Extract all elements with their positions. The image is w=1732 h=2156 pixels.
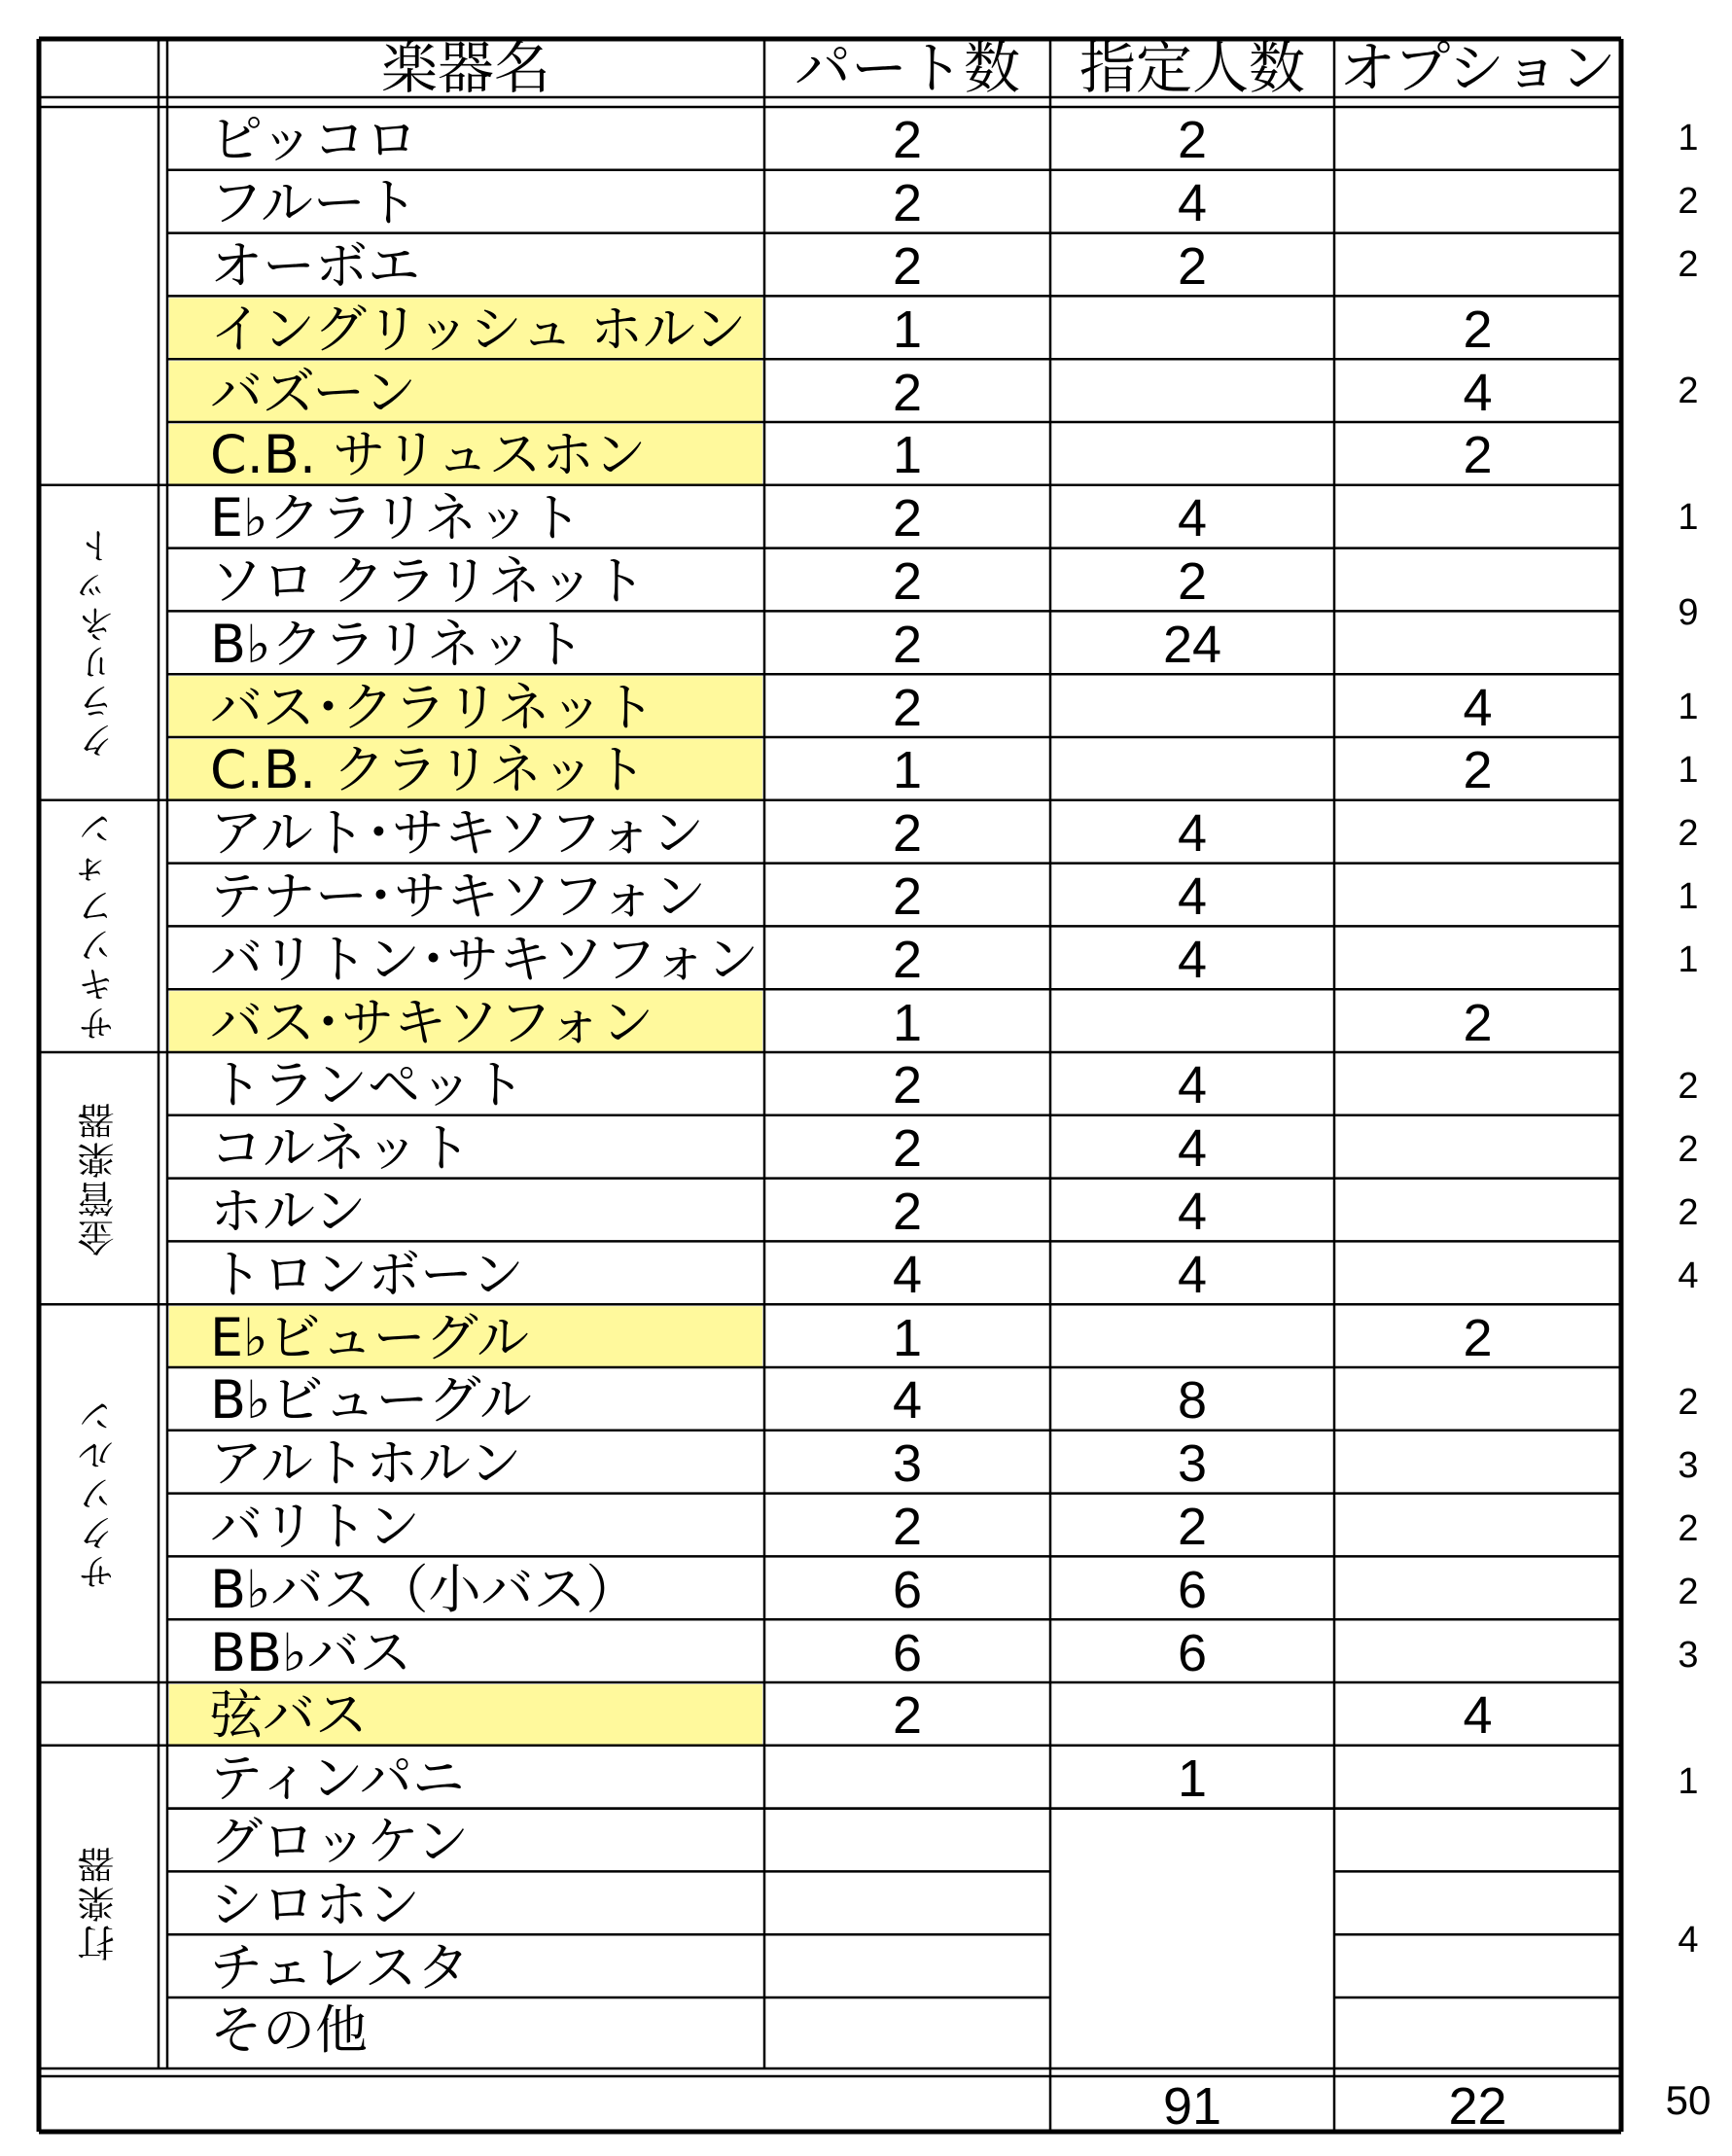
instrument-name: BB♭バス bbox=[210, 1621, 412, 1683]
designated-count bbox=[1050, 426, 1334, 485]
designated-count: 4 bbox=[1177, 1182, 1208, 1241]
side-value: 2 bbox=[1678, 1128, 1699, 1170]
option-count bbox=[1334, 1056, 1621, 1115]
instrument-name: E♭ビューグル bbox=[210, 1306, 529, 1368]
designated-count bbox=[1050, 1813, 1334, 1872]
group-label bbox=[39, 1682, 159, 1746]
part-count: 2 bbox=[892, 1497, 923, 1556]
part-count: 3 bbox=[892, 1434, 923, 1494]
side-value: 1 bbox=[1678, 1760, 1699, 1802]
designated-count: 4 bbox=[1177, 804, 1208, 864]
side-value: 3 bbox=[1678, 1444, 1699, 1486]
instrument-name: フルート bbox=[210, 172, 418, 234]
part-count: 2 bbox=[892, 174, 923, 233]
designated-count: 4 bbox=[1177, 489, 1208, 548]
option-count bbox=[1334, 111, 1621, 170]
part-count: 2 bbox=[892, 866, 923, 926]
side-value: 2 bbox=[1678, 1507, 1699, 1549]
option-count bbox=[1334, 2001, 1621, 2061]
option-count bbox=[1334, 237, 1621, 297]
designated-count: 4 bbox=[1177, 174, 1208, 233]
side-value: 4 bbox=[1678, 1255, 1699, 1296]
instrument-name: グロッケン bbox=[210, 1810, 470, 1872]
designated-count bbox=[1050, 678, 1334, 737]
part-count: 2 bbox=[892, 615, 923, 674]
instrument-name: 弦バス bbox=[210, 1684, 368, 1747]
option-count bbox=[1334, 489, 1621, 548]
instrument-name: アルト･サキソフォン bbox=[210, 802, 705, 865]
side-value: 2 bbox=[1678, 1571, 1699, 1612]
part-count bbox=[764, 1750, 1050, 1809]
part-count: 1 bbox=[892, 993, 923, 1052]
option-count bbox=[1334, 1938, 1621, 1997]
side-value: 2 bbox=[1678, 1065, 1699, 1107]
designated-count bbox=[1050, 300, 1334, 359]
designated-count: 4 bbox=[1177, 1245, 1208, 1304]
option-count: 2 bbox=[1463, 1308, 1493, 1367]
designated-count: 2 bbox=[1177, 111, 1208, 170]
instrument-name: シロホン bbox=[210, 1873, 420, 1935]
part-count: 6 bbox=[892, 1560, 923, 1619]
group-label bbox=[39, 1304, 159, 1682]
side-value: 2 bbox=[1678, 243, 1699, 285]
side-value: 2 bbox=[1678, 370, 1699, 411]
part-count: 4 bbox=[892, 1245, 923, 1304]
part-count: 2 bbox=[892, 1182, 923, 1241]
instrument-name: イングリッシュ ホルン bbox=[210, 298, 747, 360]
side-value: 50 bbox=[1665, 2077, 1712, 2123]
designated-count: 24 bbox=[1162, 615, 1222, 674]
designated-count bbox=[1050, 993, 1334, 1052]
option-count: 4 bbox=[1463, 363, 1493, 422]
group-label bbox=[39, 1746, 159, 2061]
instrument-name: E♭クラリネット bbox=[210, 487, 583, 549]
option-count bbox=[1334, 552, 1621, 612]
designated-count bbox=[1050, 363, 1334, 422]
instrument-name: テナー･サキソフォン bbox=[210, 865, 707, 927]
part-count: 1 bbox=[892, 426, 923, 485]
part-count bbox=[764, 1875, 1050, 1934]
option-count: 4 bbox=[1463, 678, 1493, 737]
part-count: 2 bbox=[892, 1056, 923, 1115]
header-part-count: パート数 bbox=[794, 35, 1020, 101]
option-count: 2 bbox=[1463, 993, 1493, 1052]
option-count bbox=[1334, 1813, 1621, 1872]
side-value: 1 bbox=[1678, 686, 1699, 727]
instrument-name: C.B. クラリネット bbox=[210, 739, 648, 801]
side-value: 1 bbox=[1678, 749, 1699, 791]
option-count bbox=[1334, 1623, 1621, 1682]
option-count bbox=[1334, 615, 1621, 674]
group-label-text: サクソルン bbox=[77, 1396, 121, 1591]
instrument-name: ティンパニ bbox=[210, 1748, 465, 1810]
designated-count: 2 bbox=[1177, 551, 1208, 611]
instrument-name: トロンボーン bbox=[210, 1243, 524, 1305]
header-designated-count: 指定人数 bbox=[1078, 35, 1305, 101]
group-label-text: クラリネット bbox=[77, 525, 121, 760]
option-count bbox=[1334, 174, 1621, 233]
part-count: 1 bbox=[892, 1308, 923, 1367]
instrument-name: トランペット bbox=[210, 1054, 525, 1116]
part-count: 2 bbox=[892, 804, 923, 864]
designated-count: 6 bbox=[1177, 1623, 1208, 1682]
group-label bbox=[39, 1052, 159, 1304]
group-label-text: サキソフォン bbox=[77, 809, 121, 1043]
designated-count bbox=[1050, 1875, 1334, 1934]
instrument-name: バス･クラリネット bbox=[210, 676, 655, 738]
designated-count: 8 bbox=[1177, 1371, 1208, 1431]
instrument-name: ホルン bbox=[210, 1180, 367, 1242]
instrument-name: B♭ビューグル bbox=[210, 1369, 532, 1431]
instrument-name: オーボエ bbox=[210, 234, 420, 297]
instrument-name: バス･サキソフォン bbox=[210, 991, 654, 1053]
designated-count: 2 bbox=[1177, 1497, 1208, 1556]
side-value: 2 bbox=[1678, 1191, 1699, 1233]
designated-count bbox=[1050, 2001, 1334, 2061]
designated-count bbox=[1050, 1938, 1334, 1997]
designated-count: 2 bbox=[1177, 236, 1208, 296]
part-count bbox=[764, 1813, 1050, 1872]
instrument-name: ピッコロ bbox=[210, 109, 418, 171]
designated-count bbox=[1050, 1686, 1334, 1746]
instrument-name: B♭バス（小バス） bbox=[210, 1558, 639, 1620]
part-count bbox=[764, 2001, 1050, 2061]
instrument-name: バリトン bbox=[210, 1495, 420, 1557]
option-count: 2 bbox=[1463, 741, 1493, 800]
instrument-name: ソロ クラリネット bbox=[210, 549, 647, 612]
side-value: 1 bbox=[1678, 875, 1699, 917]
part-count: 2 bbox=[892, 363, 923, 422]
part-count: 2 bbox=[892, 236, 923, 296]
part-count bbox=[764, 1938, 1050, 1997]
part-count: 2 bbox=[892, 111, 923, 170]
part-count: 2 bbox=[892, 930, 923, 989]
side-value: 4 bbox=[1678, 1919, 1699, 1961]
side-value: 1 bbox=[1678, 496, 1699, 538]
part-count: 2 bbox=[892, 678, 923, 737]
option-count bbox=[1334, 804, 1621, 864]
designated-count: 3 bbox=[1177, 1434, 1208, 1494]
part-count: 2 bbox=[892, 1119, 923, 1179]
part-count: 6 bbox=[892, 1623, 923, 1682]
option-count bbox=[1334, 930, 1621, 989]
total-designated: 91 bbox=[1162, 2076, 1222, 2136]
designated-count: 4 bbox=[1177, 930, 1208, 989]
part-count: 2 bbox=[892, 489, 923, 548]
side-value: 9 bbox=[1678, 591, 1699, 633]
side-value: 1 bbox=[1678, 117, 1699, 159]
designated-count: 4 bbox=[1177, 1056, 1208, 1115]
group-label bbox=[39, 107, 159, 485]
part-count: 1 bbox=[892, 300, 923, 359]
instrument-name: その他 bbox=[210, 1999, 368, 2062]
instrument-name: チェレスタ bbox=[210, 1936, 470, 1998]
option-count: 4 bbox=[1463, 1686, 1493, 1746]
side-value: 2 bbox=[1678, 812, 1699, 854]
option-count: 2 bbox=[1463, 300, 1493, 359]
side-value: 2 bbox=[1678, 180, 1699, 222]
side-value: 2 bbox=[1678, 1381, 1699, 1423]
designated-count bbox=[1050, 1308, 1334, 1367]
part-count: 2 bbox=[892, 551, 923, 611]
option-count bbox=[1334, 1119, 1621, 1179]
option-count: 2 bbox=[1463, 426, 1493, 485]
option-count bbox=[1334, 1245, 1621, 1304]
designated-count: 1 bbox=[1177, 1750, 1208, 1809]
header-option: オプション bbox=[1339, 35, 1616, 101]
designated-count: 4 bbox=[1177, 866, 1208, 926]
option-count bbox=[1334, 1183, 1621, 1242]
option-count bbox=[1334, 1371, 1621, 1431]
instrument-name: バズーン bbox=[210, 361, 417, 423]
part-count: 2 bbox=[892, 1686, 923, 1746]
side-value: 3 bbox=[1678, 1634, 1699, 1676]
instrument-name: C.B. サリュスホン bbox=[210, 424, 647, 486]
group-label bbox=[39, 800, 159, 1052]
option-count bbox=[1334, 1498, 1621, 1557]
option-count bbox=[1334, 1750, 1621, 1809]
instrument-name: B♭クラリネット bbox=[210, 613, 585, 675]
group-label-text: 金管楽器 bbox=[77, 1100, 121, 1256]
option-count bbox=[1334, 867, 1621, 927]
part-count: 1 bbox=[892, 741, 923, 800]
designated-count: 4 bbox=[1177, 1119, 1208, 1179]
option-count bbox=[1334, 1434, 1621, 1494]
instrument-name: アルトホルン bbox=[210, 1432, 522, 1495]
instrument-name: コルネット bbox=[210, 1117, 472, 1180]
designated-count bbox=[1050, 741, 1334, 800]
designated-count: 6 bbox=[1177, 1560, 1208, 1619]
part-count: 4 bbox=[892, 1371, 923, 1431]
option-count bbox=[1334, 1875, 1621, 1934]
side-value: 1 bbox=[1678, 938, 1699, 980]
instrument-name: バリトン･サキソフォン bbox=[210, 928, 760, 990]
group-label bbox=[39, 485, 159, 800]
option-count bbox=[1334, 1560, 1621, 1619]
total-option: 22 bbox=[1448, 2076, 1507, 2136]
header-instrument-name: 楽器名 bbox=[380, 35, 550, 101]
group-label-text: 打楽器 bbox=[77, 1844, 121, 1962]
